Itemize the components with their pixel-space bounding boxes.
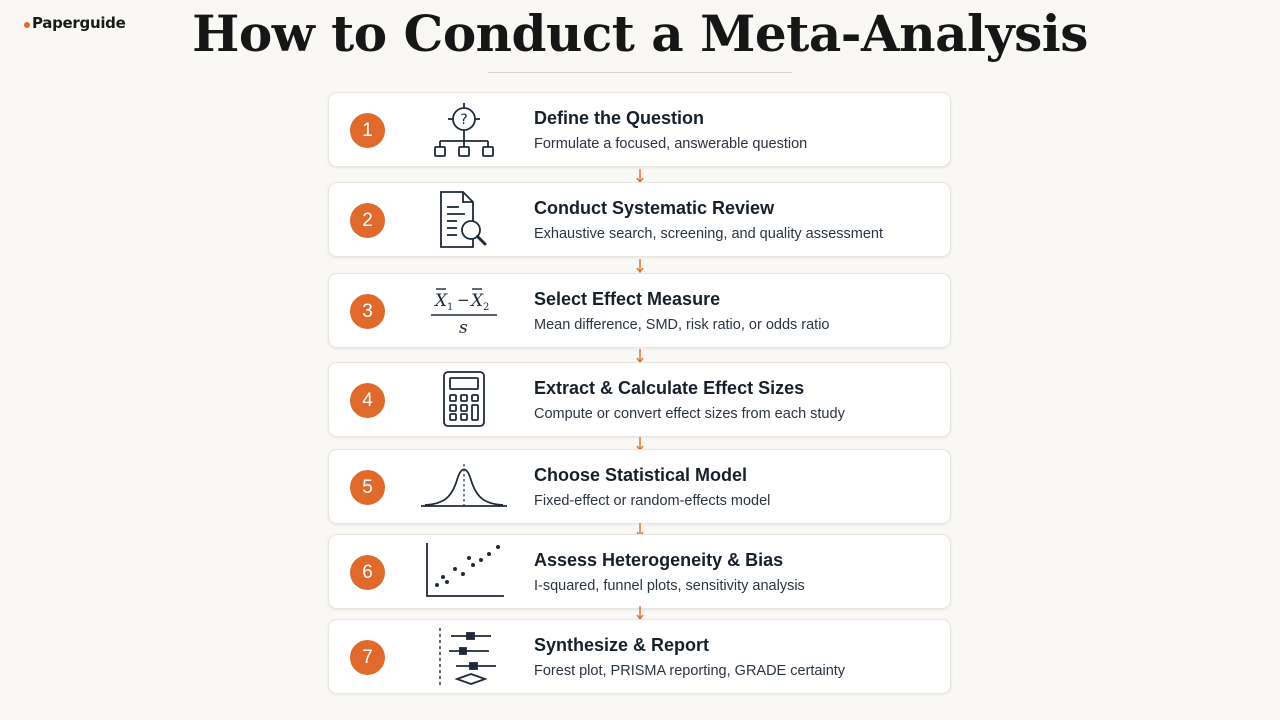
step-title: Extract & Calculate Effect Sizes: [534, 378, 805, 398]
step-card-1: [328, 92, 951, 167]
step-number-badge: 4: [350, 383, 385, 418]
step-title: Choose Statistical Model: [534, 465, 748, 485]
step-card-6: [328, 534, 951, 609]
svg-text:−: −: [457, 291, 470, 309]
step-description: Mean difference, SMD, risk ratio, or odds ratio: [534, 317, 830, 333]
step-number-badge: 1: [350, 113, 385, 148]
step-description: Exhaustive search, screening, and quality assessment: [534, 226, 883, 242]
svg-text:X: X: [471, 291, 484, 311]
step-number-badge: 3: [350, 294, 385, 329]
step-title: Select Effect Measure: [534, 289, 721, 309]
step-number-badge: 7: [350, 640, 385, 675]
step-title: Define the Question: [534, 108, 705, 128]
step-number-badge: 5: [350, 470, 385, 505]
svg-text:X: X: [435, 291, 448, 311]
step-number-badge: 6: [350, 555, 385, 590]
scatter-plot-icon: [419, 541, 509, 603]
step-description: Formulate a focused, answerable question: [534, 136, 808, 152]
step-card-7: [328, 619, 951, 694]
step-card-2: [328, 182, 951, 257]
calculator-icon: [419, 369, 509, 431]
step-title: Conduct Systematic Review: [534, 198, 775, 218]
svg-text:s: s: [459, 318, 468, 338]
step-description: Fixed-effect or random-effects model: [534, 493, 771, 509]
step-description: I-squared, funnel plots, sensitivity analysis: [534, 578, 805, 594]
flow-arrow-down-icon: [634, 258, 646, 274]
forest-plot-icon: [419, 626, 509, 688]
svg-text:1: 1: [447, 302, 454, 313]
step-description: Compute or convert effect sizes from each study: [534, 406, 845, 422]
question-hierarchy-icon: [419, 99, 509, 161]
svg-text:?: ?: [460, 112, 468, 128]
step-description: Forest plot, PRISMA reporting, GRADE certainty: [534, 663, 846, 679]
bell-curve-icon: [419, 456, 509, 518]
step-card-5: [328, 449, 951, 524]
brand-name: Paperguide: [32, 14, 126, 32]
svg-text:2: 2: [483, 302, 490, 313]
step-card-4: [328, 362, 951, 437]
step-title: Synthesize & Report: [534, 635, 710, 655]
document-search-icon: [419, 189, 509, 251]
step-card-3: [328, 273, 951, 348]
page-title: How to Conduct a Meta-Analysis: [192, 4, 1088, 63]
step-title: Assess Heterogeneity & Bias: [534, 550, 784, 570]
step-number-badge: 2: [350, 203, 385, 238]
title-divider: [488, 72, 792, 73]
effect-formula-icon: [419, 280, 509, 342]
